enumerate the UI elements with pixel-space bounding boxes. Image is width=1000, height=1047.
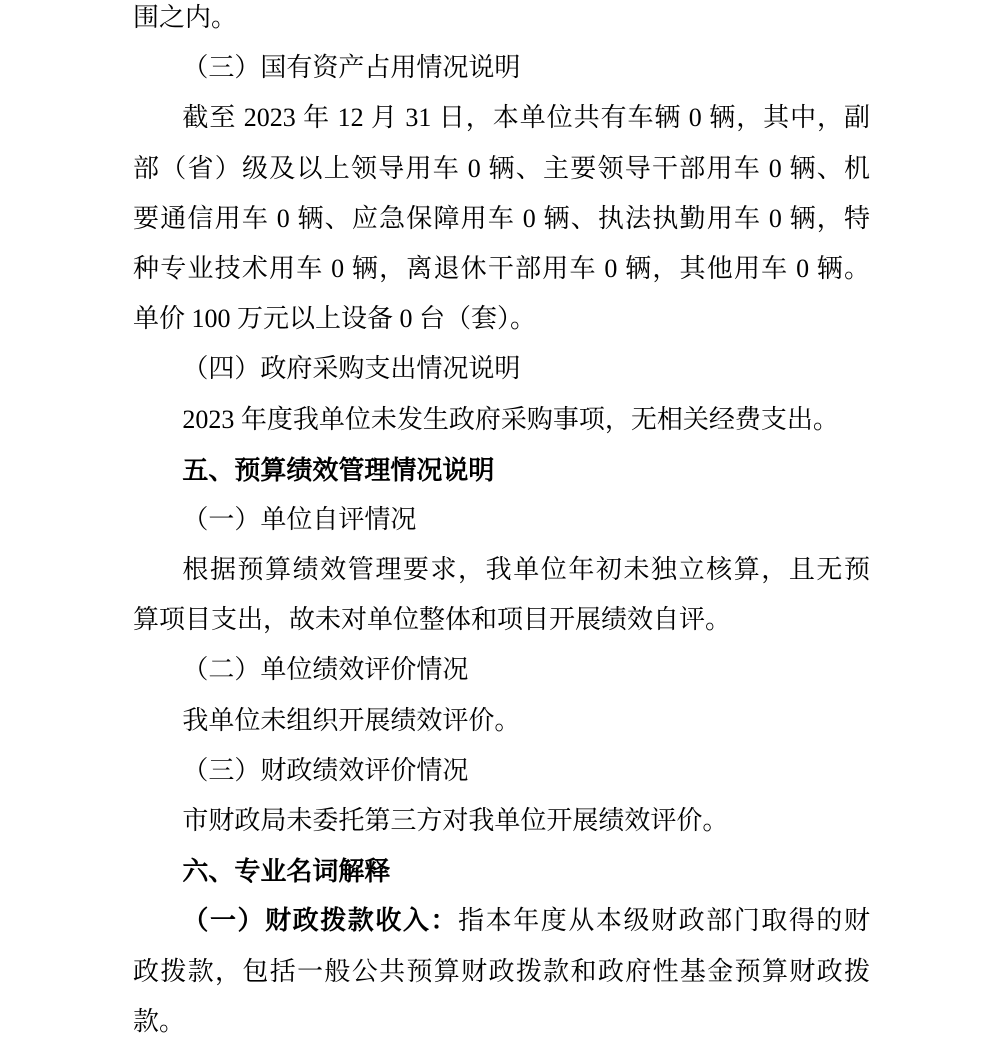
- line-text: 市财政局未委托第三方对我单位开展绩效评价。: [182, 806, 729, 835]
- line-text: 政拨款，包括一般公共预算财政拨款和政府性基金预算财政拨: [133, 956, 870, 986]
- sub-heading: [133, 645, 870, 695]
- line-text: 单价 100 万元以上设备 0 台（套）。: [133, 304, 537, 334]
- line-text: 要通信用车 0 辆、应急保障用车 0 辆、执法执勤用车 0 辆，特: [133, 203, 870, 233]
- defined-term: （一）财政拨款收入：: [182, 906, 459, 936]
- line-text: 款。: [133, 1006, 186, 1036]
- line-text: （一）单位自评情况: [182, 504, 417, 534]
- text-line: [133, 144, 870, 194]
- line-text: 截至 2023 年 12 月 31 日，本单位共有车辆 0 辆，其中，副: [182, 103, 870, 133]
- text-line: [133, 93, 870, 143]
- text-line: [133, 696, 870, 746]
- line-text: 种专业技术用车 0 辆，离退休干部用车 0 辆，其他用车 0 辆。: [133, 253, 870, 283]
- line-text: 根据预算绩效管理要求，我单位年初未独立核算，且无预: [182, 555, 870, 585]
- text-line: [133, 595, 870, 645]
- section-heading: [133, 445, 870, 495]
- line-text: 五、预算绩效管理情况说明: [182, 454, 495, 485]
- sub-heading: [133, 344, 870, 394]
- text-line: [133, 997, 870, 1047]
- line-text: 算项目支出，故未对单位整体和项目开展绩效自评。: [133, 605, 732, 635]
- text-line: [133, 796, 870, 846]
- sub-heading: [133, 495, 870, 545]
- line-text: （三）财政绩效评价情况: [182, 755, 469, 785]
- line-text: 指本年度从本级财政部门取得的财: [458, 906, 870, 936]
- sub-heading: [133, 746, 870, 796]
- line-text: 部（省）级及以上领导用车 0 辆、主要领导干部用车 0 辆、机: [133, 153, 870, 183]
- text-line: [133, 947, 870, 997]
- text-line: [133, 545, 870, 595]
- text-line: [133, 0, 870, 43]
- line-text: （二）单位绩效评价情况: [182, 655, 469, 685]
- line-text: （三）国有资产占用情况说明: [182, 53, 521, 83]
- text-line: [133, 395, 870, 445]
- line-text: 围之内。: [133, 3, 238, 32]
- text-line: [133, 896, 870, 946]
- text-line: [133, 244, 870, 294]
- text-line: [133, 294, 870, 344]
- line-text: 我单位未组织开展绩效评价。: [182, 705, 521, 735]
- line-text: （四）政府采购支出情况说明: [182, 354, 521, 384]
- section-heading: [133, 846, 870, 896]
- sub-heading: [133, 43, 870, 93]
- line-text: 2023 年度我单位未发生政府采购事项，无相关经费支出。: [182, 404, 839, 434]
- text-line: [133, 194, 870, 244]
- document-content: [133, 0, 870, 1047]
- line-text: 六、专业名词解释: [182, 856, 391, 887]
